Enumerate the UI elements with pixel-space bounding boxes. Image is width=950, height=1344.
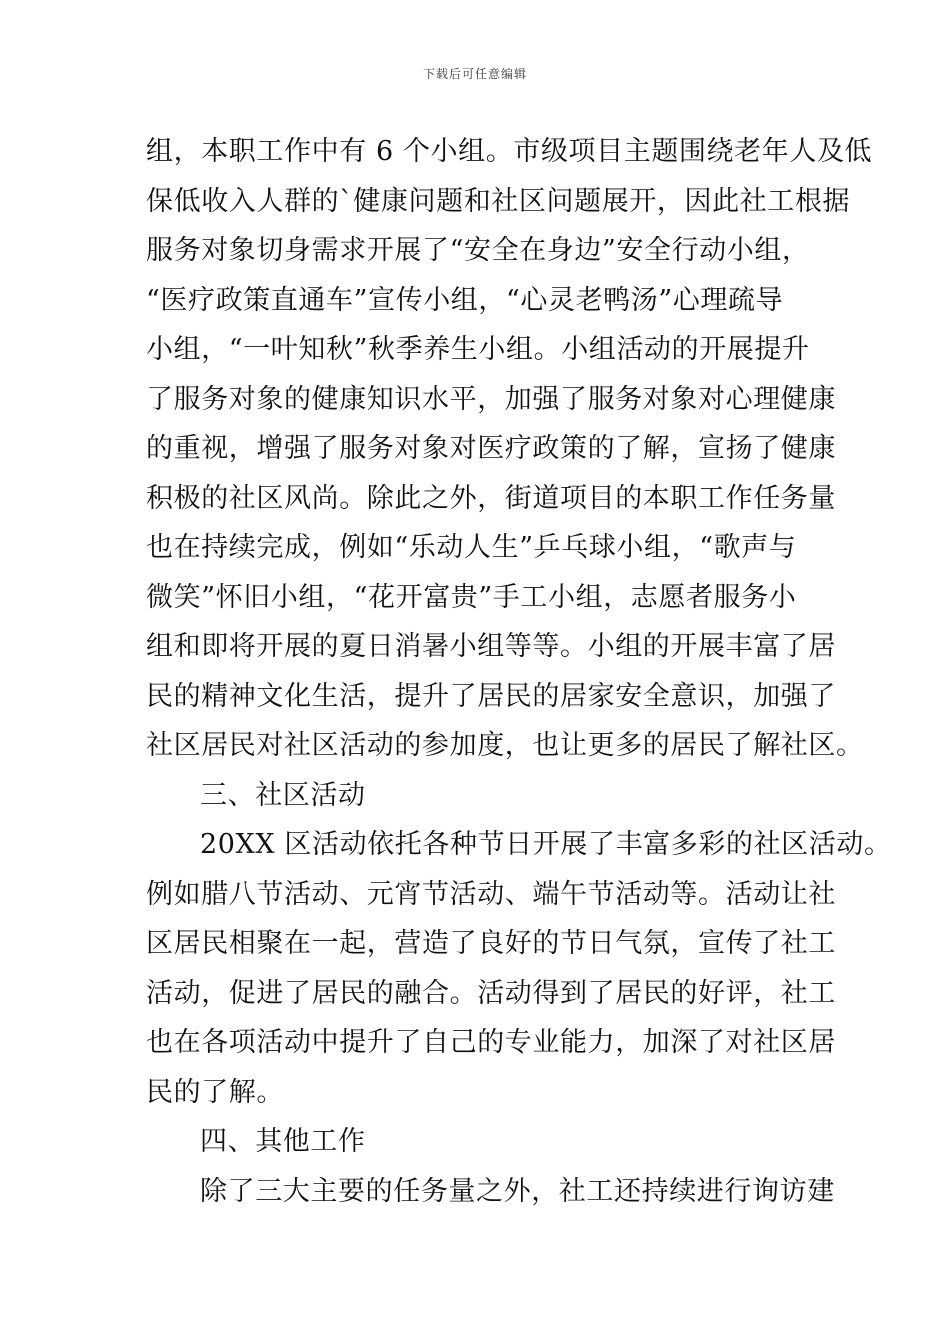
paragraph-line: 的重视，增强了服务对象对医疗政策的了解，宣扬了健康 (146, 433, 836, 464)
paragraph-line: “医疗政策直通车”宣传小组，“心灵老鸭汤”心理疏导 (146, 284, 784, 316)
paragraph-line: 了服务对象的健康知识水平，加强了服务对象对心理健康 (146, 383, 836, 415)
paragraph-line: 微笑”怀旧小组，“花开富贵”手工小组，志愿者服务小 (146, 581, 797, 613)
paragraph-line: 组，本职工作中有 6 个小组。市级项目主题围绕老年人及低 (146, 136, 873, 167)
document-body (146, 127, 892, 1216)
paragraph-line: 积极的社区风尚。除此之外，街道项目的本职工作任务量 (146, 482, 836, 514)
paragraph-line: 服务对象切身需求开展了“安全在身边”安全行动小组， (146, 235, 810, 266)
paragraph-line: 20XX 区活动依托各种节日开展了丰富多彩的社区活动。 (200, 829, 892, 860)
section-heading: 四、其他工作 (200, 1126, 366, 1157)
paragraph-line: 也在各项活动中提升了自己的专业能力，加深了对社区居 (146, 1027, 836, 1058)
section-heading: 三、社区活动 (200, 779, 366, 811)
paragraph-line: 组和即将开展的夏日消暑小组等等。小组的开展丰富了居 (146, 631, 836, 662)
paragraph-line: 区居民相聚在一起，营造了良好的节日气氛，宣传了社工 (146, 928, 836, 959)
paragraph-line: 民的了解。 (146, 1076, 284, 1108)
paragraph-line: 除了三大主要的任务量之外，社工还持续进行询访建 (200, 1175, 835, 1207)
paragraph-line: 民的精神文化生活，提升了居民的居家安全意识，加强了 (146, 680, 836, 712)
page-header: 下载后可任意编辑 (422, 67, 527, 81)
paragraph-line: 保低收入人群的`健康问题和社区问题展开，因此社工根据 (146, 185, 851, 217)
paragraph-line: 例如腊八节活动、元宵节活动、端午节活动等。活动让社 (146, 878, 836, 910)
paragraph-line: 也在持续完成，例如“乐动人生”乒乓球小组，“歌声与 (146, 532, 797, 563)
paragraph-line: 活动，促进了居民的融合。活动得到了居民的好评，社工 (146, 977, 836, 1009)
paragraph-line: 社区居民对社区活动的参加度，也让更多的居民了解社区。 (146, 730, 864, 761)
paragraph-line: 小组，“一叶知秋”秋季养生小组。小组活动的开展提升 (146, 334, 810, 365)
